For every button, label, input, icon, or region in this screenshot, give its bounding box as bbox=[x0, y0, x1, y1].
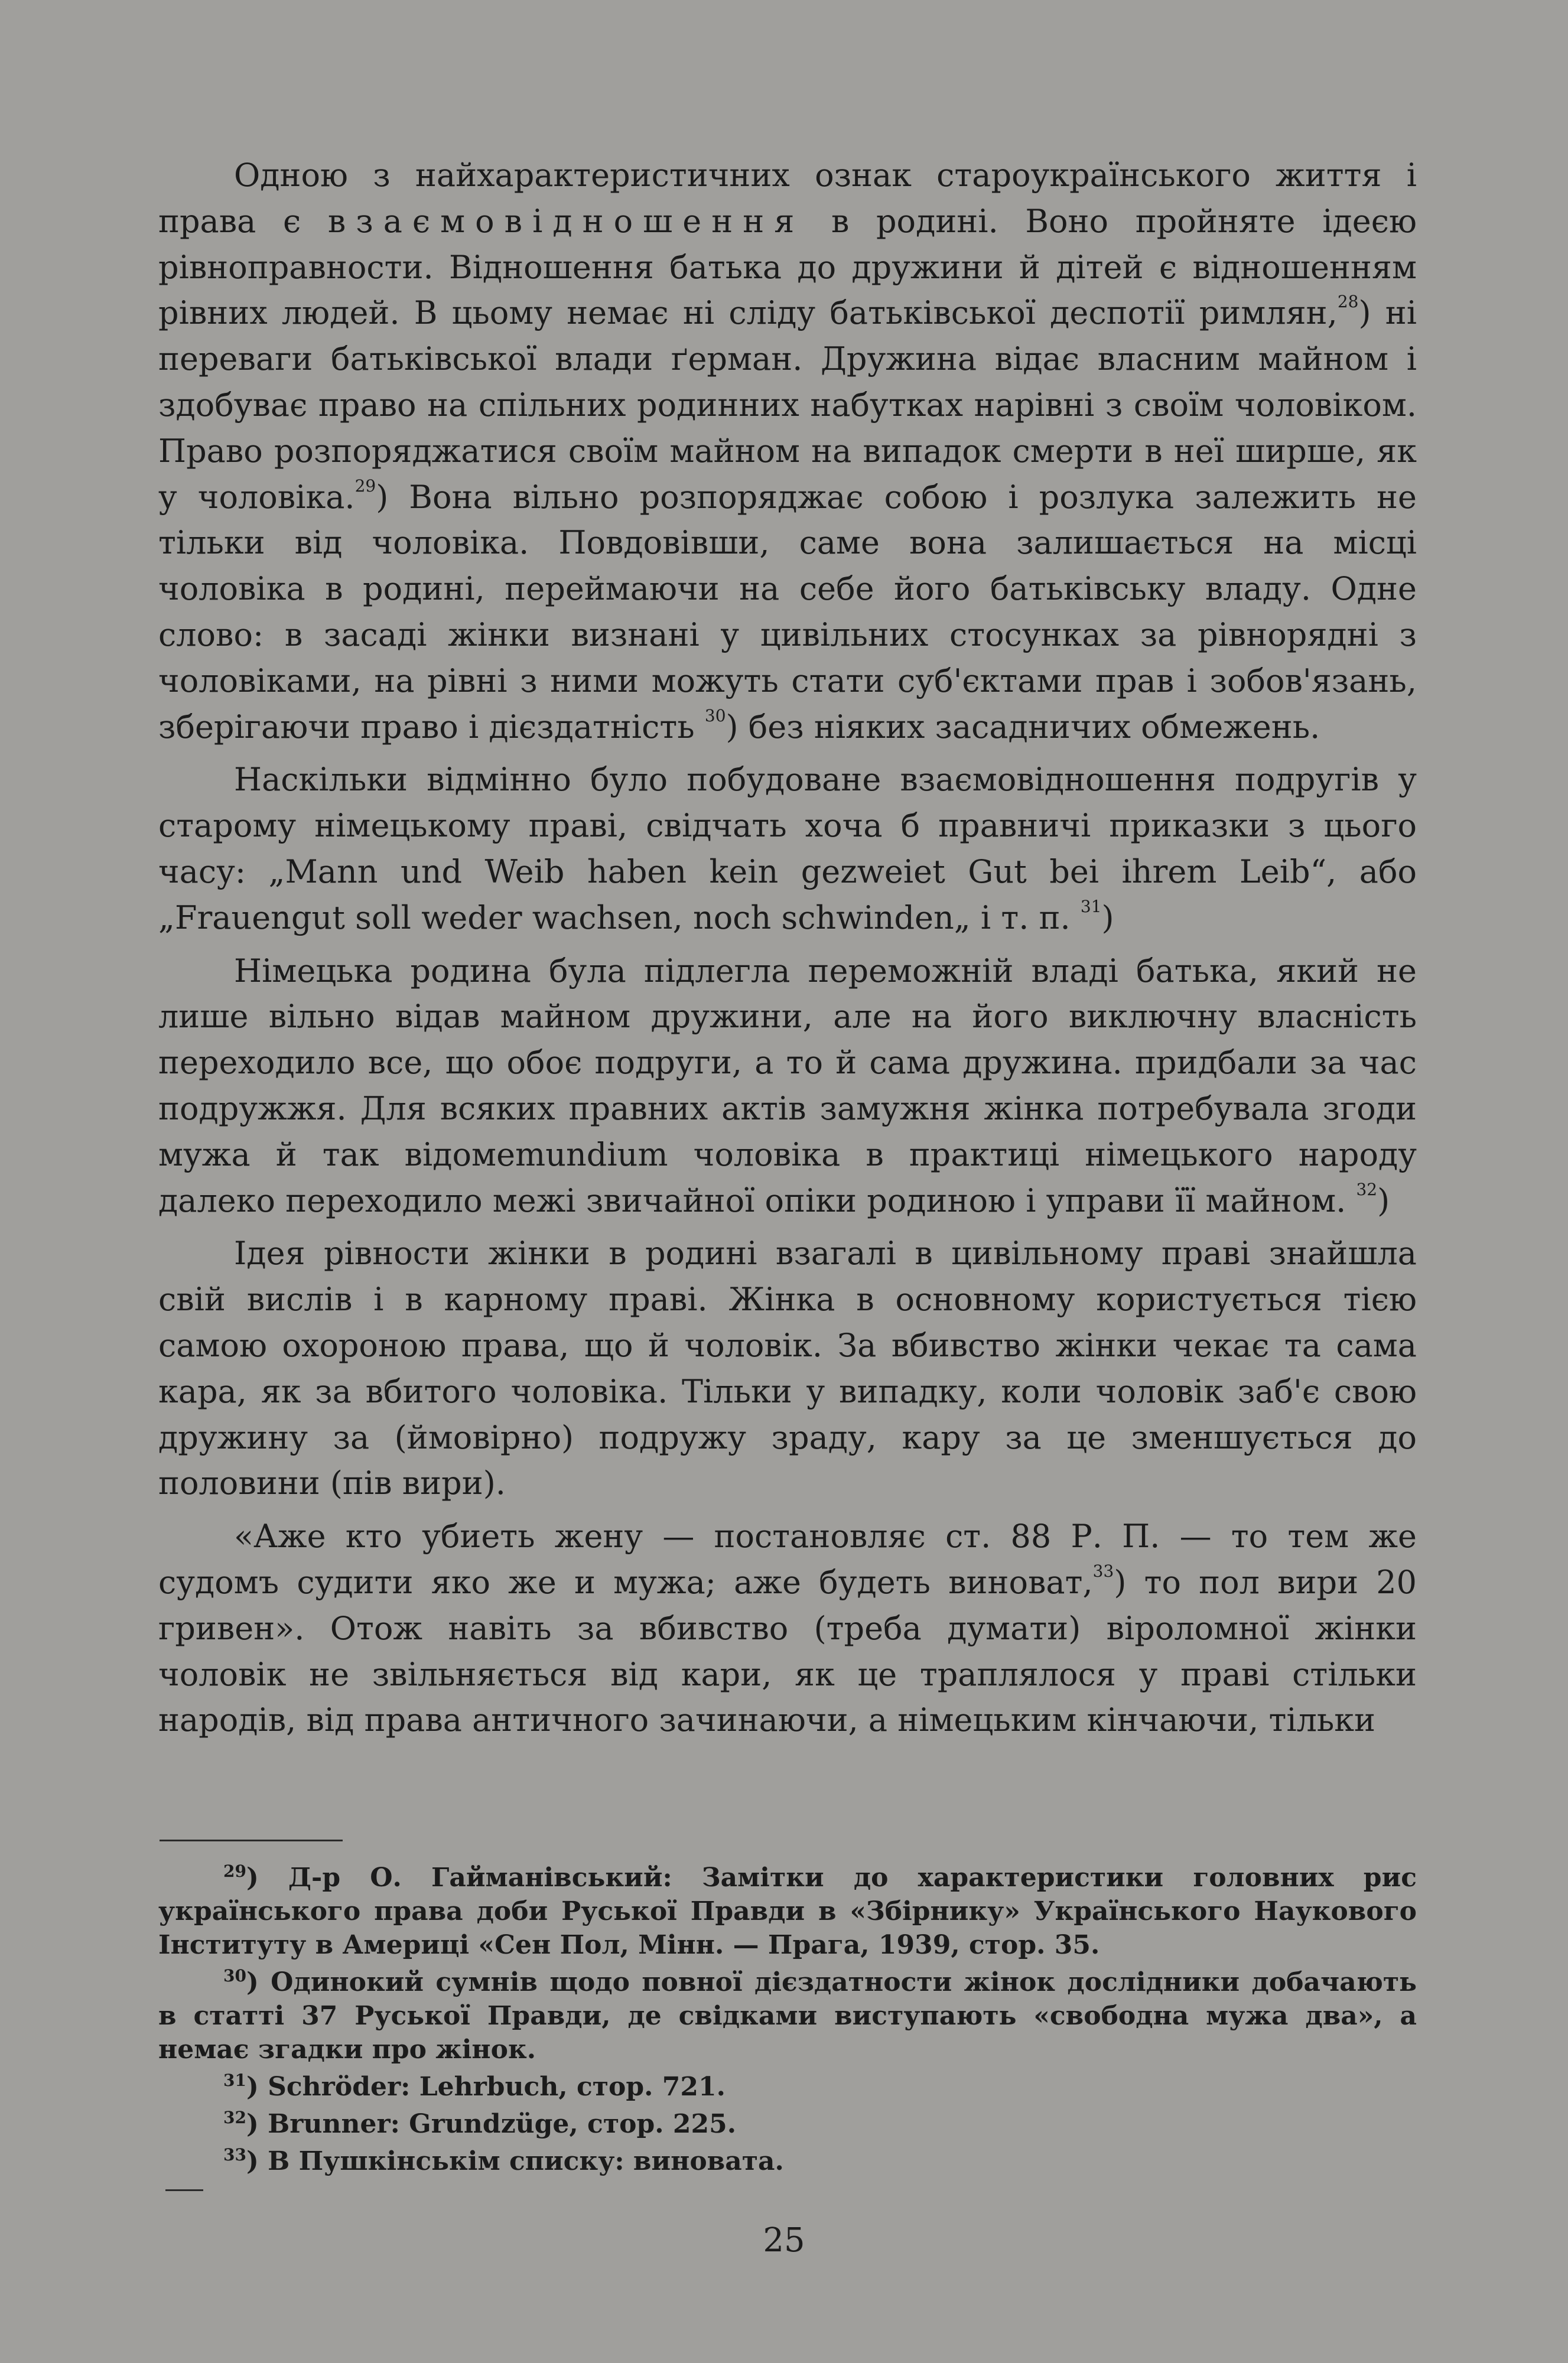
text-run: Наскільки відмінно було побудоване взаємовідношення подругів у старому німецькому праві, свідчать хоча б правничі приказки з цього часу: „Mann und Weib haben kein gezweiet Gut bei ihrem Leib“, або „Frauengut soll weder wachsen, noch schwinden„ і т. п. bbox=[158, 761, 1417, 936]
text-run: ) bbox=[1377, 1182, 1390, 1219]
footnote-33 bbox=[158, 2144, 1417, 2178]
text-run: ) ні переваги батьківської влади ґерман. Дружина відає власним майном і здобуває право на спільних родинних набутках нарівні з своїм чоловіком. Право розпоряджатися своїм майном на випадок смерти в неї ширше, як у чоловіка. bbox=[158, 294, 1417, 516]
page-number: 25 bbox=[763, 2221, 805, 2260]
paragraph-3 bbox=[158, 948, 1417, 1224]
footnote-number: 30 bbox=[223, 1966, 246, 1986]
margin-mark bbox=[165, 2189, 203, 2191]
paragraph-4: Ідея рівности жінки в родині взагалі в цивільному праві знайшла свій вислів і в карному праві. Жінка в основному користується тією самою охороною права, що й чоловік. За вбивство жінки чекає та сама кара, як за вбитого чоловіка. Тільки у випадку, коли чоловік заб'є свою дружину за (ймовірно) подружу зраду, кару за це зменшується до половини (пів вири). bbox=[158, 1235, 1417, 1502]
text-run: ) без ніяких засадничих обмежень. bbox=[726, 708, 1320, 746]
footnote-32 bbox=[158, 2107, 1417, 2141]
footnote-31 bbox=[158, 2070, 1417, 2104]
footnote-text: ) Schröder: Lehrbuch, стор. 721. bbox=[246, 2072, 726, 2102]
footnote-30 bbox=[158, 1965, 1417, 2066]
footnote-text: ) В Пушкінськім списку: виновата. bbox=[246, 2146, 784, 2176]
footnote-ref-30: 30 bbox=[704, 705, 726, 725]
footnote-number: 29 bbox=[223, 1861, 246, 1881]
paragraph-1 bbox=[158, 152, 1417, 750]
footnote-ref-31: 31 bbox=[1080, 896, 1102, 916]
footnote-29 bbox=[158, 1861, 1417, 1962]
text-run: ) bbox=[1101, 899, 1114, 936]
text-run: Одною з найхарактеристичних ознак староукраїнського життя і права є bbox=[158, 157, 1417, 240]
body-text bbox=[158, 152, 1417, 1743]
footnote-ref-28: 28 bbox=[1337, 292, 1359, 312]
text-run: ) то пол вири 20 гривен». Отож навіть за вбивство (треба думати) віроломної жінки чоловік не звільняється від кари, як це траплялося у праві стільки народів, від права античного зачинаючи, а німецьким кінчаючи, тільки bbox=[158, 1563, 1417, 1739]
footnote-text: ) Brunner: Grundzüge, стор. 225. bbox=[246, 2109, 737, 2139]
text-run: «Аже кто убиеть жену — постановляє ст. 88 Р. П. — то тем же судомъ судити яко же и мужа; аже будеть виноват, bbox=[158, 1518, 1417, 1601]
footnote-number: 32 bbox=[223, 2108, 246, 2127]
footnote-ref-29: 29 bbox=[354, 476, 376, 496]
footnote-number: 31 bbox=[223, 2071, 246, 2090]
text-run: Німецька родина була підлегла переможній владі батька, який не лише вільно відав майном дружини, але на його виключну власність переходило все, що обоє подруги, а то й сама дружина. придбали за час подружжя. Для всяких правних актів замужня жінка потребувала згоди мужа й так відомеmundium чоловіка в практиці німецького народу далеко переходило межі звичайної опіки родиною і управи її майном. bbox=[158, 952, 1417, 1219]
footnote-ref-33: 33 bbox=[1092, 1561, 1114, 1581]
footnote-text: ) Одинокий сумнів щодо повної дієздатности жінок дослідники добачають в статті 37 Руської Правди, де свідками виступають «свободна мужа два», а немає згадки про жінок. bbox=[158, 1967, 1417, 2065]
footnote-divider bbox=[160, 1840, 343, 1841]
paragraph-2 bbox=[158, 757, 1417, 940]
footnote-ref-32: 32 bbox=[1356, 1179, 1378, 1199]
footnote-text: ) Д-р О. Гайманівський: Замітки до характеристики головних рис українського права доби Руської Правди в «Збірнику» Українського Наукового Інституту в Америці «Сен Пол, Мінн. — Прага, 1939, стор. 35. bbox=[158, 1863, 1417, 1960]
footnotes bbox=[158, 1861, 1417, 2178]
footnote-number: 33 bbox=[223, 2145, 246, 2165]
paragraph-5 bbox=[158, 1514, 1417, 1743]
text-run: в родині. Воно пройняте ідеєю рівноправности. Відношення батька до дружини й дітей є відношенням рівних людей. В цьому немає ні сліду батьківської деспотії римлян, bbox=[158, 202, 1417, 332]
text-run: ) Вона вільно розпоряджає собою і розлука залежить не тільки від чоловіка. Повдовівши, саме вона залишається на місці чоловіка в родині, переймаючи на себе його батьківську владу. Одне слово: в засаді жінки визнані у цивільних стосунках за рівнорядні з чоловіками, на рівні з ними можуть стати суб'єктами прав і зобов'язань, зберігаючи право і дієздатність bbox=[158, 478, 1417, 746]
spaced-emphasis: взаємовідношення bbox=[327, 202, 805, 240]
